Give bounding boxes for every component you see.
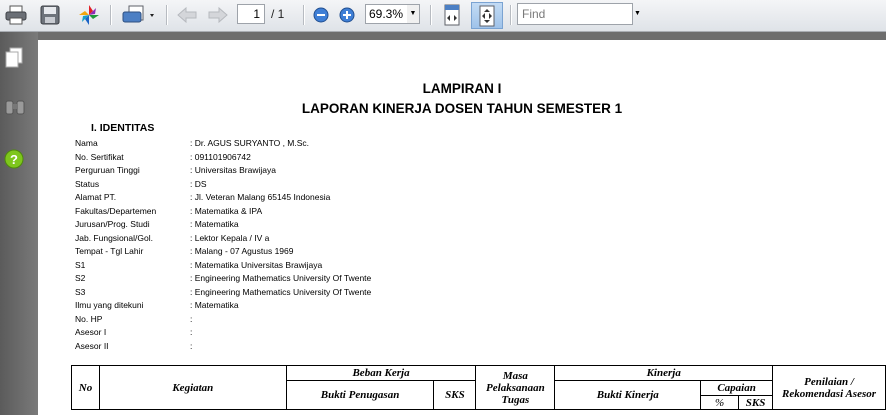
section-heading: I. IDENTITAS [91,122,155,134]
field-label: No. HP [75,313,103,324]
zoom-out-icon [313,7,329,23]
chevron-down-icon: ▼ [409,10,417,17]
field-label: Jab. Fungsional/Gol. [75,232,153,243]
field-label: Jurusan/Prog. Studi [75,219,150,229]
table-header: Bukti Penugasan [286,381,434,410]
search-panel-button[interactable] [4,98,24,120]
table-header: Penilaian / Rekomendasi Asesor [773,366,886,410]
table-header: Capaian [701,381,773,396]
field-value: : Lektor Kepala / IV a [190,232,270,243]
field-label: Status [75,178,100,189]
zoom-in-button[interactable] [337,3,357,27]
page-count: / 1 [271,7,285,21]
table-header: Beban Kerja [286,366,476,381]
field-value: : [190,313,193,324]
field-value: : [190,340,193,351]
field-value: : Matematika [190,300,239,310]
toolbar [0,0,886,32]
page-number-input[interactable]: 1 [237,4,265,24]
table-header: % [701,396,739,410]
field-label: Alamat PT. [75,192,117,202]
toolbar-separator [303,5,305,25]
pinwheel-icon [78,4,100,26]
field-value: : Jl. Veteran Malang 65145 Indonesia [190,192,331,202]
field-value: : DS [190,178,207,189]
toolbar-separator [510,5,512,25]
toolbar-separator [110,5,112,25]
field-value: : Engineering Mathematics University Of Twente [190,273,372,283]
fit-page-icon [478,5,496,27]
print-button[interactable] [3,3,29,27]
sidebar [0,32,38,415]
zoom-level-input[interactable]: 69.3% [365,4,408,24]
field-value: : Matematika Universitas Brawijaya [190,259,323,270]
table-header: SKS [434,381,476,410]
zoom-in-icon [339,7,355,23]
field-label: Asesor II [75,340,109,351]
field-label: Asesor I [75,327,107,337]
save-button[interactable] [37,3,63,27]
arrow-right-icon [208,6,228,24]
page-setup-button[interactable] [119,3,157,27]
field-value: : Malang - 07 Agustus 1969 [190,246,294,256]
next-page-button[interactable] [205,3,231,27]
document-title: LAMPIRAN I [422,81,502,96]
field-label: Perguruan Tinggi [75,165,140,175]
document-subtitle: LAPORAN KINERJA DOSEN TAHUN SEMESTER 1 [301,101,623,116]
zoom-out-button[interactable] [311,3,331,27]
app-logo-button[interactable] [76,3,102,27]
field-label: Ilmu yang ditekuni [75,300,144,310]
table-header: Kinerja [555,366,773,381]
fit-width-icon [443,4,461,26]
field-label: No. Sertifikat [75,151,124,162]
fit-width-button[interactable] [439,3,465,27]
field-label: S3 [75,286,86,297]
chevron-down-icon: ▼ [634,10,641,17]
help-icon [4,149,24,169]
field-label: Tempat - Tgl Lahir [75,246,144,256]
field-value: : Matematika [190,219,239,229]
field-value: : [190,327,193,337]
field-value: : Universitas Brawijaya [190,165,276,175]
pages-panel-button[interactable] [4,47,24,69]
field-label: Fakultas/Departemen [75,205,157,216]
activity-table [71,365,886,410]
table-header: Masa Pelaksanaan Tugas [476,366,555,410]
field-value: : Matematika & IPA [190,205,263,216]
previous-page-button[interactable] [174,3,200,27]
table-header: Bukti Kinerja [555,381,701,410]
help-button[interactable] [4,149,24,171]
svg-text:?: ? [10,152,18,167]
pages-icon [4,47,24,69]
table-header: No [72,366,100,410]
table-header: SKS [739,396,773,410]
fit-page-button[interactable] [471,2,503,29]
find-dropdown[interactable] [632,3,643,25]
page-setup-icon [120,4,156,26]
find-input[interactable]: Find [517,3,633,25]
field-value: : Engineering Mathematics University Of Twente [190,286,372,297]
field-value: : Dr. AGUS SURYANTO , M.Sc. [190,138,310,148]
floppy-icon [40,5,60,25]
binoculars-icon [4,98,26,116]
field-label: Nama [75,138,98,148]
field-label: S2 [75,273,86,283]
toolbar-separator [430,5,432,25]
field-label: S1 [75,259,86,270]
field-value: : 091101906742 [190,151,251,162]
table-header: Kegiatan [99,366,286,410]
printer-icon [5,5,27,25]
zoom-dropdown[interactable] [407,4,420,24]
arrow-left-icon [177,6,197,24]
toolbar-separator [166,5,168,25]
document-page [38,40,886,415]
